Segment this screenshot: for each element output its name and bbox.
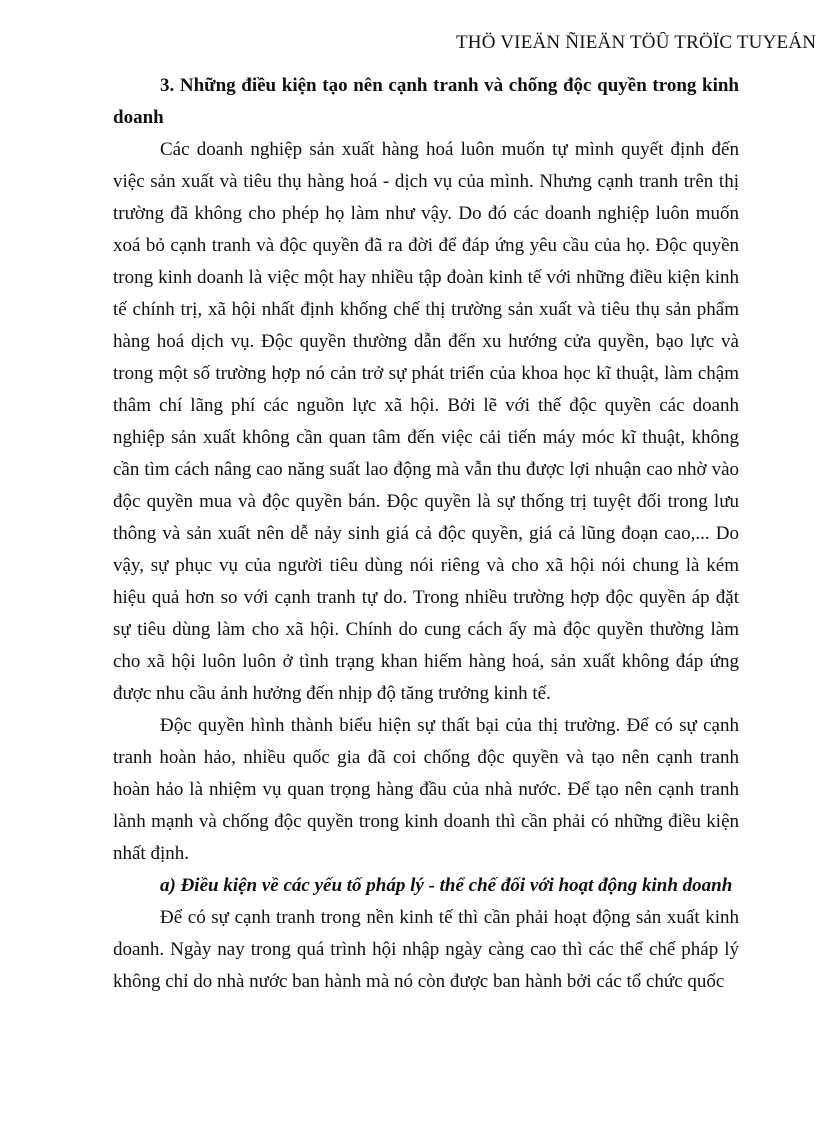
page-header: THÖ VIEÄN ÑIEÄN TÖÛ TRÖÏC TUYEÁN (456, 32, 816, 53)
section-heading: 3. Những điều kiện tạo nên cạnh tranh và chống độc quyền trong kinh doanh (113, 75, 739, 128)
subsection-heading: a) Điều kiện về các yếu tố pháp lý - thể chế đối với hoạt động kinh doanh (160, 875, 733, 896)
body-paragraph-2: Độc quyền hình thành biểu hiện sự thất bại của thị trường. Để có sự cạnh tranh hoàn hảo, nhiều quốc gia đã coi chống độc quyền và tạo nên cạnh tranh hoàn hảo là nhiệm vụ quan trọng hàng đầu của nhà nước. Để tạo nên cạnh tranh lành mạnh và chống độc quyền trong kinh doanh thì cần phải có những điều kiện nhất định. (113, 715, 739, 864)
body-paragraph-1: Các doanh nghiệp sản xuất hàng hoá luôn muốn tự mình quyết định đến việc sản xuất và tiêu thụ hàng hoá - dịch vụ của mình. Nhưng cạnh tranh trên thị trường đã không cho phép họ làm như vậy. Do đó các doanh nghiệp luôn muốn xoá bỏ cạnh tranh và độc quyền đã ra đời để đáp ứng yêu cầu của họ. Độc quyền trong kinh doanh là việc một hay nhiều tập đoàn kinh tế với những điều kiện kinh tế chính trị, xã hội nhất định khống chế thị trường sản xuất và tiêu thụ sản phẩm hàng hoá dịch vụ. Độc quyền thường dẫn đến xu hướng cửa quyền, bạo lực và trong một số trường hợp nó cản trở sự phát triển của khoa học kĩ thuật, làm chậm thâm chí lãng phí các nguồn lực xã hội. Bởi lẽ với thế độc quyền các doanh nghiệp sản xuất không cần quan tâm đến việc cải tiến máy móc kĩ thuật, không cần tìm cách nâng cao năng suất lao động mà vẫn thu được lợi nhuận cao nhờ vào độc quyền mua và độc quyền bán. Độc quyền là sự thống trị tuyệt đối trong lưu thông và sản xuất nên dễ nảy sinh giá cả độc quyền, giá cả lũng đoạn cao,... Do vậy, sự phục vụ của người tiêu dùng nói riêng và cho xã hội nói chung là kém hiệu quả hơn so với cạnh tranh tự do. Trong nhiều trường hợp độc quyền áp đặt sự tiêu dùng làm cho xã hội. Chính do cung cách ấy mà độc quyền thường làm cho xã hội luôn luôn ở tình trạng khan hiếm hàng hoá, sản xuất không đáp ứng được nhu cầu ảnh hưởng đến nhịp độ tăng trưởng kinh tế. (113, 139, 739, 704)
body-paragraph-3: Để có sự cạnh tranh trong nền kinh tế thì cần phải hoạt động sản xuất kinh doanh. Ngày nay trong quá trình hội nhập ngày càng cao thì các thể chế pháp lý không chỉ do nhà nước ban hành mà nó còn được ban hành bởi các tổ chức quốc (113, 907, 739, 992)
document-body (113, 70, 739, 998)
